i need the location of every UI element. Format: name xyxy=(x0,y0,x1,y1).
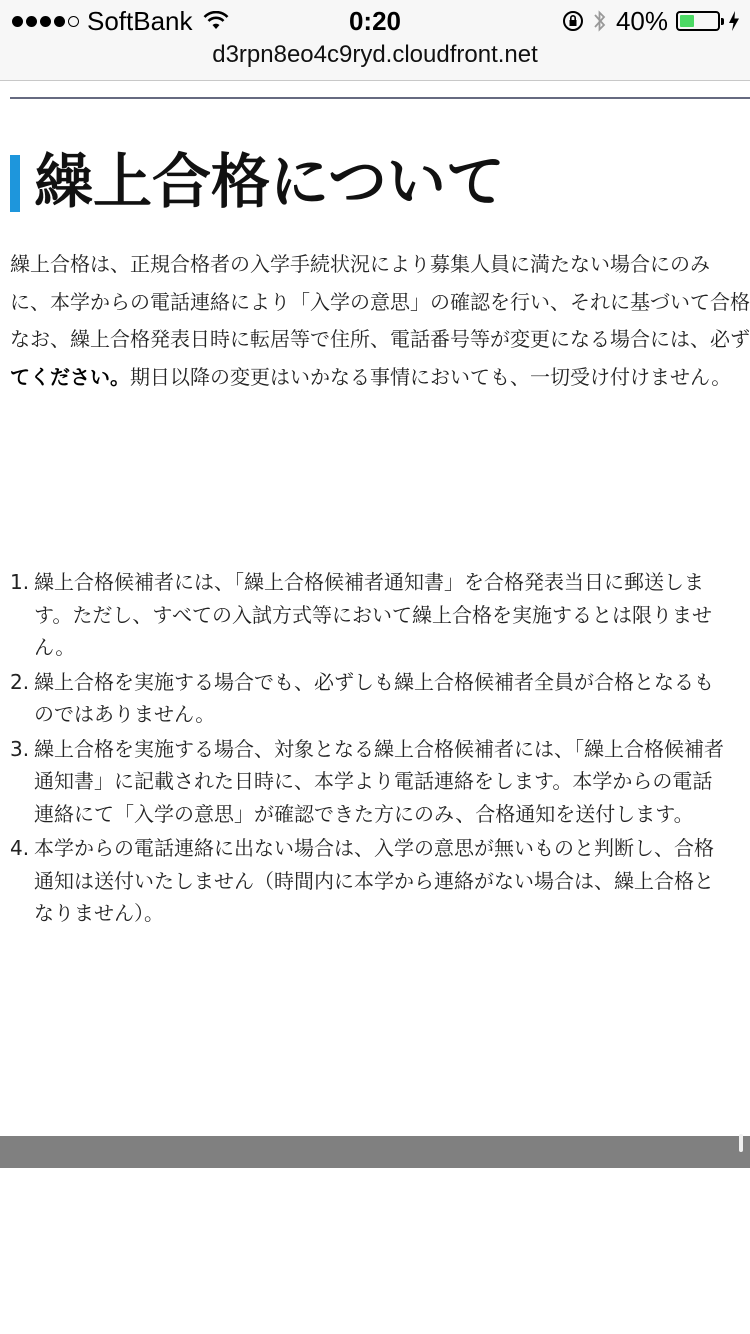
intro-line: なお、繰上合格発表日時に転居等で住所、電話番号等が変更になる場合には、必ず xyxy=(10,327,750,351)
list-item xyxy=(10,733,730,831)
url-text: d3rpn8eo4c9ryd.cloudfront.net xyxy=(212,41,538,68)
charging-bolt-icon xyxy=(728,10,740,32)
list-text: 本学からの電話連絡に出ない場合は、入学の意思が無いものと判断し、合格通知は送付いたしません（時間内に本学から連絡がない場合は、繰上合格となりません）。 xyxy=(34,836,714,925)
intro-bold-text: てください。 xyxy=(10,364,130,389)
list-number: 1. xyxy=(10,570,30,594)
list-item xyxy=(10,832,730,930)
intro-last-text: 期日以降の変更はいかなる事情においても、一切受け付けません。 xyxy=(130,364,732,389)
intro-line: に、本学からの電話連絡により「入学の意思」の確認を行い、それに基づいて合格 xyxy=(10,289,750,314)
list-text: 繰上合格候補者には、「繰上合格候補者通知書」を合格発表当日に郵送します。ただし、すべての入試方式等において繰上合格を実施するとは限りません。 xyxy=(34,570,712,659)
status-bar xyxy=(0,0,750,40)
intro-paragraph xyxy=(10,246,750,396)
list-text: 繰上合格を実施する場合でも、必ずしも繰上合格候補者全員が合格となるものではありません。 xyxy=(34,669,714,726)
list-number: 4. xyxy=(10,836,30,860)
page-title: 繰上合格について xyxy=(34,147,505,216)
list-item xyxy=(10,666,730,731)
intro-line xyxy=(10,359,750,397)
battery-icon xyxy=(676,11,720,31)
battery-cap xyxy=(721,18,724,25)
heading-accent-bar xyxy=(10,155,20,212)
carrier-name: SoftBank xyxy=(87,5,193,36)
intro-line: 繰上合格は、正規合格者の入学手続状況により募集人員に満たない場合にのみ xyxy=(10,252,710,276)
list-item xyxy=(10,566,730,664)
footer-bar xyxy=(0,1136,750,1168)
address-bar[interactable] xyxy=(0,40,750,81)
battery-level xyxy=(680,15,694,27)
rotation-lock-icon xyxy=(562,10,584,32)
battery-percent: 40% xyxy=(615,5,668,36)
status-right xyxy=(562,6,740,36)
header-divider xyxy=(10,97,750,99)
list-number: 3. xyxy=(10,736,30,761)
status-time: 0:20 xyxy=(348,6,402,36)
notes-list xyxy=(10,566,730,932)
scrollbar-thumb[interactable] xyxy=(739,1134,743,1152)
list-text: 繰上合格を実施する場合、対象となる繰上合格候補者には、「繰上合格候補者通知書」に記載された日時に、本学より電話連絡をします。本学からの電話連絡にて「入学の意思」が確認できた方にのみ、合格通知を送付します。 xyxy=(34,736,724,826)
bluetooth-icon xyxy=(592,8,608,34)
list-number: 2. xyxy=(10,669,30,694)
